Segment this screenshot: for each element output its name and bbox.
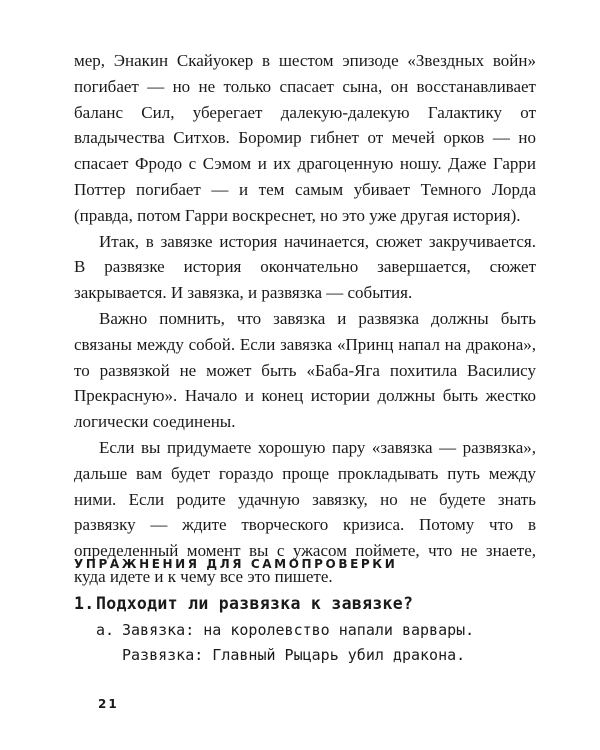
item-resolution-text: Развязка: Главный Рыцарь убил дракона.	[122, 645, 466, 664]
exercise-item	[96, 618, 474, 667]
paragraph: Итак, в завязке история начинается, сюжет закручивается. В развязке история окончательно завершается, сюжет закрывается. И завязка, и развязка — события.	[74, 231, 536, 303]
paragraph: Важно помнить, что завязка и развязка должны быть связаны между собой. Если завязка «Принц напал на дракона», то развязкой не может быть «Баба-Яга похитила Василису Прекрасную». Начало и конец истории должны быть жестко логически соединены.	[74, 308, 536, 432]
item-setup-text: Завязка: на королевство напали варвары.	[122, 621, 475, 639]
exercise-item-line-1	[96, 618, 474, 643]
section-heading: УПРАЖНЕНИЯ ДЛЯ САМОПРОВЕРКИ	[74, 557, 398, 571]
page-number: 21	[98, 697, 119, 711]
exercise-title	[74, 594, 413, 613]
paragraph-continued: мер, Энакин Скайуокер в шестом эпизоде «Звездных войн» погибает — но не только спасает сына, он восстанавливает баланс Сил, уберегает далекую-далекую Галактику от владычества Ситхов. Боромир гибнет от мечей орков — но спасает Фродо с Сэмом и их драгоценную ношу. Даже Гарри Поттер погибает — и тем самым убивает Темного Лорда (правда, потом Гарри воскреснет, но это уже другая история).	[74, 51, 536, 225]
body-text	[74, 48, 536, 590]
paragraph: Если вы придумаете хорошую пару «завязка — развязка», дальше вам будет гораздо проще прокладывать путь между ними. Если родите удачную завязку, но не будете знать развязку — ждите творческого кризиса. Потому что в определенный момент вы с ужасом поймете, что не знаете, куда идете и к чему все это пишете.	[74, 437, 536, 586]
item-letter: a.	[96, 621, 115, 639]
exercise-number: 1.	[74, 594, 95, 613]
exercise-question: Подходит ли развязка к завязке?	[96, 594, 414, 613]
